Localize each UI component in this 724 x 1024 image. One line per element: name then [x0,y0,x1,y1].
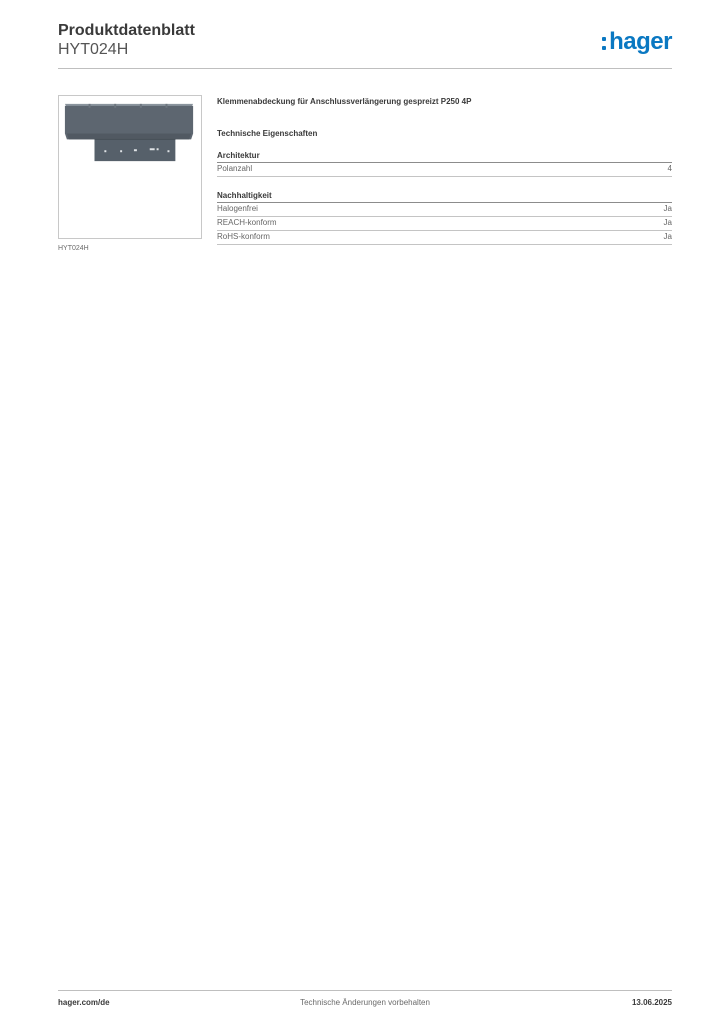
property-label: REACH-konform [217,218,277,227]
header-divider [58,68,672,69]
property-row [217,217,672,231]
logo-dots-icon [602,37,606,50]
document-header [58,22,195,59]
image-caption: HYT024H [58,245,89,252]
property-value: Ja [663,232,672,241]
product-name: Klemmenabdeckung für Anschlussverlängerung gespreizt P250 4P [217,97,472,106]
footer-date: 13.06.2025 [631,998,672,1007]
property-row [217,163,672,177]
footer-divider [58,990,672,991]
group-nachhaltigkeit [217,191,672,245]
property-row [217,203,672,217]
section-title: Technische Eigenschaften [217,129,318,138]
property-label: Polanzahl [217,164,253,173]
footer-website: hager.com/de [58,998,110,1007]
product-code: HYT024H [58,41,129,58]
group-architektur [217,151,672,177]
document-title: Produktdatenblatt [58,22,195,39]
property-label: Halogenfrei [217,204,258,213]
property-row [217,231,672,245]
property-label: RoHS-konform [217,232,270,241]
hager-logo [602,28,672,56]
property-value: Ja [663,218,672,227]
logo-text: hager [609,28,672,55]
group-title: Architektur [217,151,672,163]
terminal-cover-illustration [59,96,201,238]
footer-disclaimer: Technische Änderungen vorbehalten [300,998,430,1007]
property-value: 4 [667,164,672,173]
group-title: Nachhaltigkeit [217,191,672,203]
property-value: Ja [663,204,672,213]
product-image [58,95,202,239]
product-details [217,97,672,245]
